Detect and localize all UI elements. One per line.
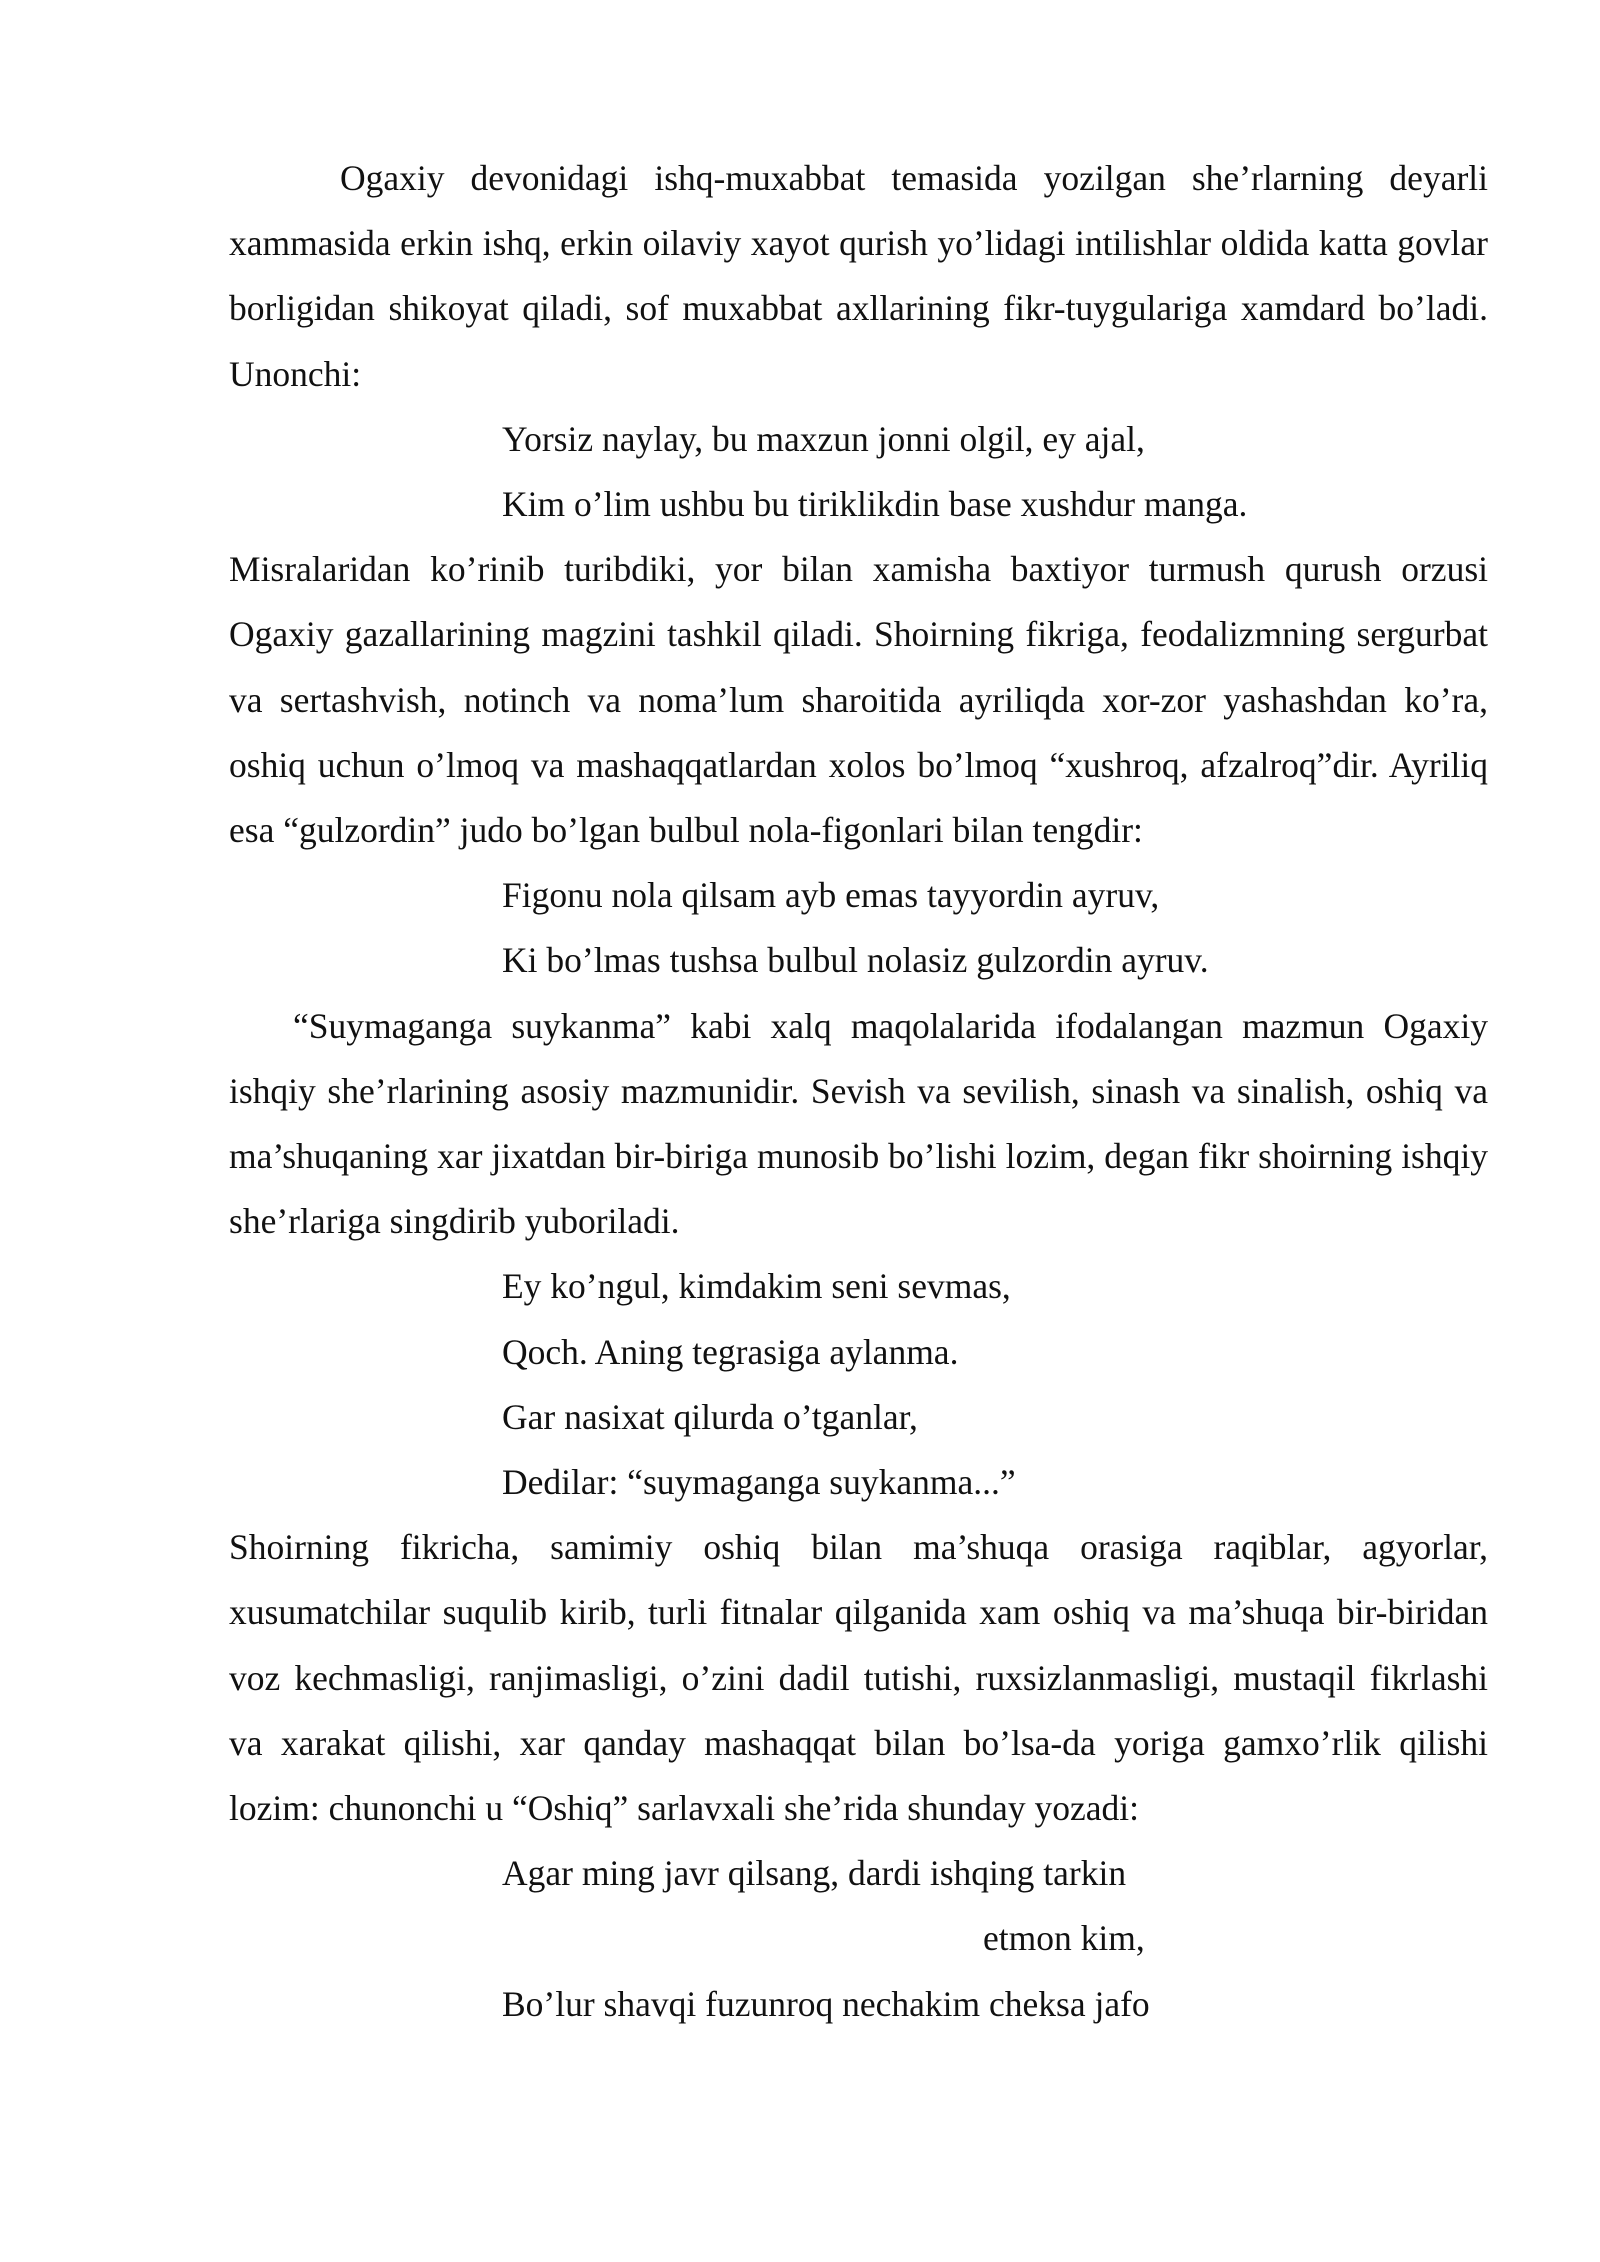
- verse-block-3: [229, 1254, 1488, 1515]
- verse-block-1: [229, 407, 1488, 537]
- verse-block-4: [229, 1841, 1488, 2037]
- document-body: [229, 146, 1488, 2037]
- verse-line: Bo’lur shavqi fuzunroq nechakim cheksa jafo: [502, 1983, 1150, 2024]
- paragraph-commentary-2: “Suymaganga suykanma” kabi xalq maqolalarida ifodalangan mazmun Ogaxiy ishqiy she’rlarining asosiy mazmunidir. Sevish va sevilish, sinash va sinalish, oshiq va ma’shuqaning xar jixatdan bir-biriga munosib bo’lishi lozim, degan fikr shoirning ishqiy she’rlariga singdirib yuboriladi.: [229, 1005, 1488, 1242]
- verse-line-continuation: etmon kim,: [983, 1918, 1145, 1959]
- verse-line: Figonu nola qilsam ayb emas tayyordin ayruv,: [502, 875, 1160, 916]
- paragraph-commentary-3: Shoirning fikricha, samimiy oshiq bilan ma’shuqa orasiga raqiblar, agyorlar, xusumatchilar suqulib kirib, turli fitnalar qilganida xam oshiq va ma’shuqa bir-biridan voz kechmasligi, ranjimasligi, o’zini dadil tutishi, ruxsizlanmasligi, mustaqil fikrlashi va xarakat qilishi, xar qanday mashaqqat bilan bo’lsa-da yoriga gamxo’rlik qilishi lozim: chunonchi u “Oshiq” sarlavxali she’rida shunday yozadi:: [229, 1527, 1488, 1829]
- verse-line: Ey ko’ngul, kimdakim seni sevmas,: [502, 1266, 1011, 1307]
- verse-line: Yorsiz naylay, bu maxzun jonni olgil, ey ajal,: [502, 418, 1145, 459]
- verse-line: Gar nasixat qilurda o’tganlar,: [502, 1396, 918, 1437]
- verse-line: Kim o’lim ushbu bu tiriklikdin base xushdur manga.: [502, 484, 1248, 525]
- verse-line: Agar ming javr qilsang, dardi ishqing tarkin: [502, 1853, 1127, 1894]
- verse-line: Dedilar: “suymaganga suykanma...”: [502, 1462, 1016, 1503]
- verse-line: Ki bo’lmas tushsa bulbul nolasiz gulzordin ayruv.: [502, 940, 1209, 981]
- paragraph-intro: Ogaxiy devonidagi ishq-muxabbat temasida yozilgan she’rlarning deyarli xammasida erkin ishq, erkin oilaviy xayot qurish yo’lidagi intilishlar oldida katta govlar borligidan shikoyat qiladi, sof muxabbat axllarining fikr-tuygulariga xamdard bo’ladi. Unonchi:: [229, 158, 1488, 394]
- paragraph-commentary-1: Misralaridan ko’rinib turibdiki, yor bilan xamisha baxtiyor turmush qurush orzusi Ogaxiy gazallarining magzini tashkil qiladi. Shoirning fikriga, feodalizmning sergurbat va sertashvish, notinch va noma’lum sharoitida ayriliqda xor-zor yashashdan ko’ra, oshiq uchun o’lmoq va mashaqqatlardan xolos bo’lmoq “xushroq, afzalroq”dir. Ayriliq esa “gulzordin” judo bo’lgan bulbul nola-figonlari bilan tengdir:: [229, 549, 1488, 851]
- verse-block-2: [229, 863, 1488, 993]
- verse-line: Qoch. Aning tegrasiga aylanma.: [502, 1331, 959, 1372]
